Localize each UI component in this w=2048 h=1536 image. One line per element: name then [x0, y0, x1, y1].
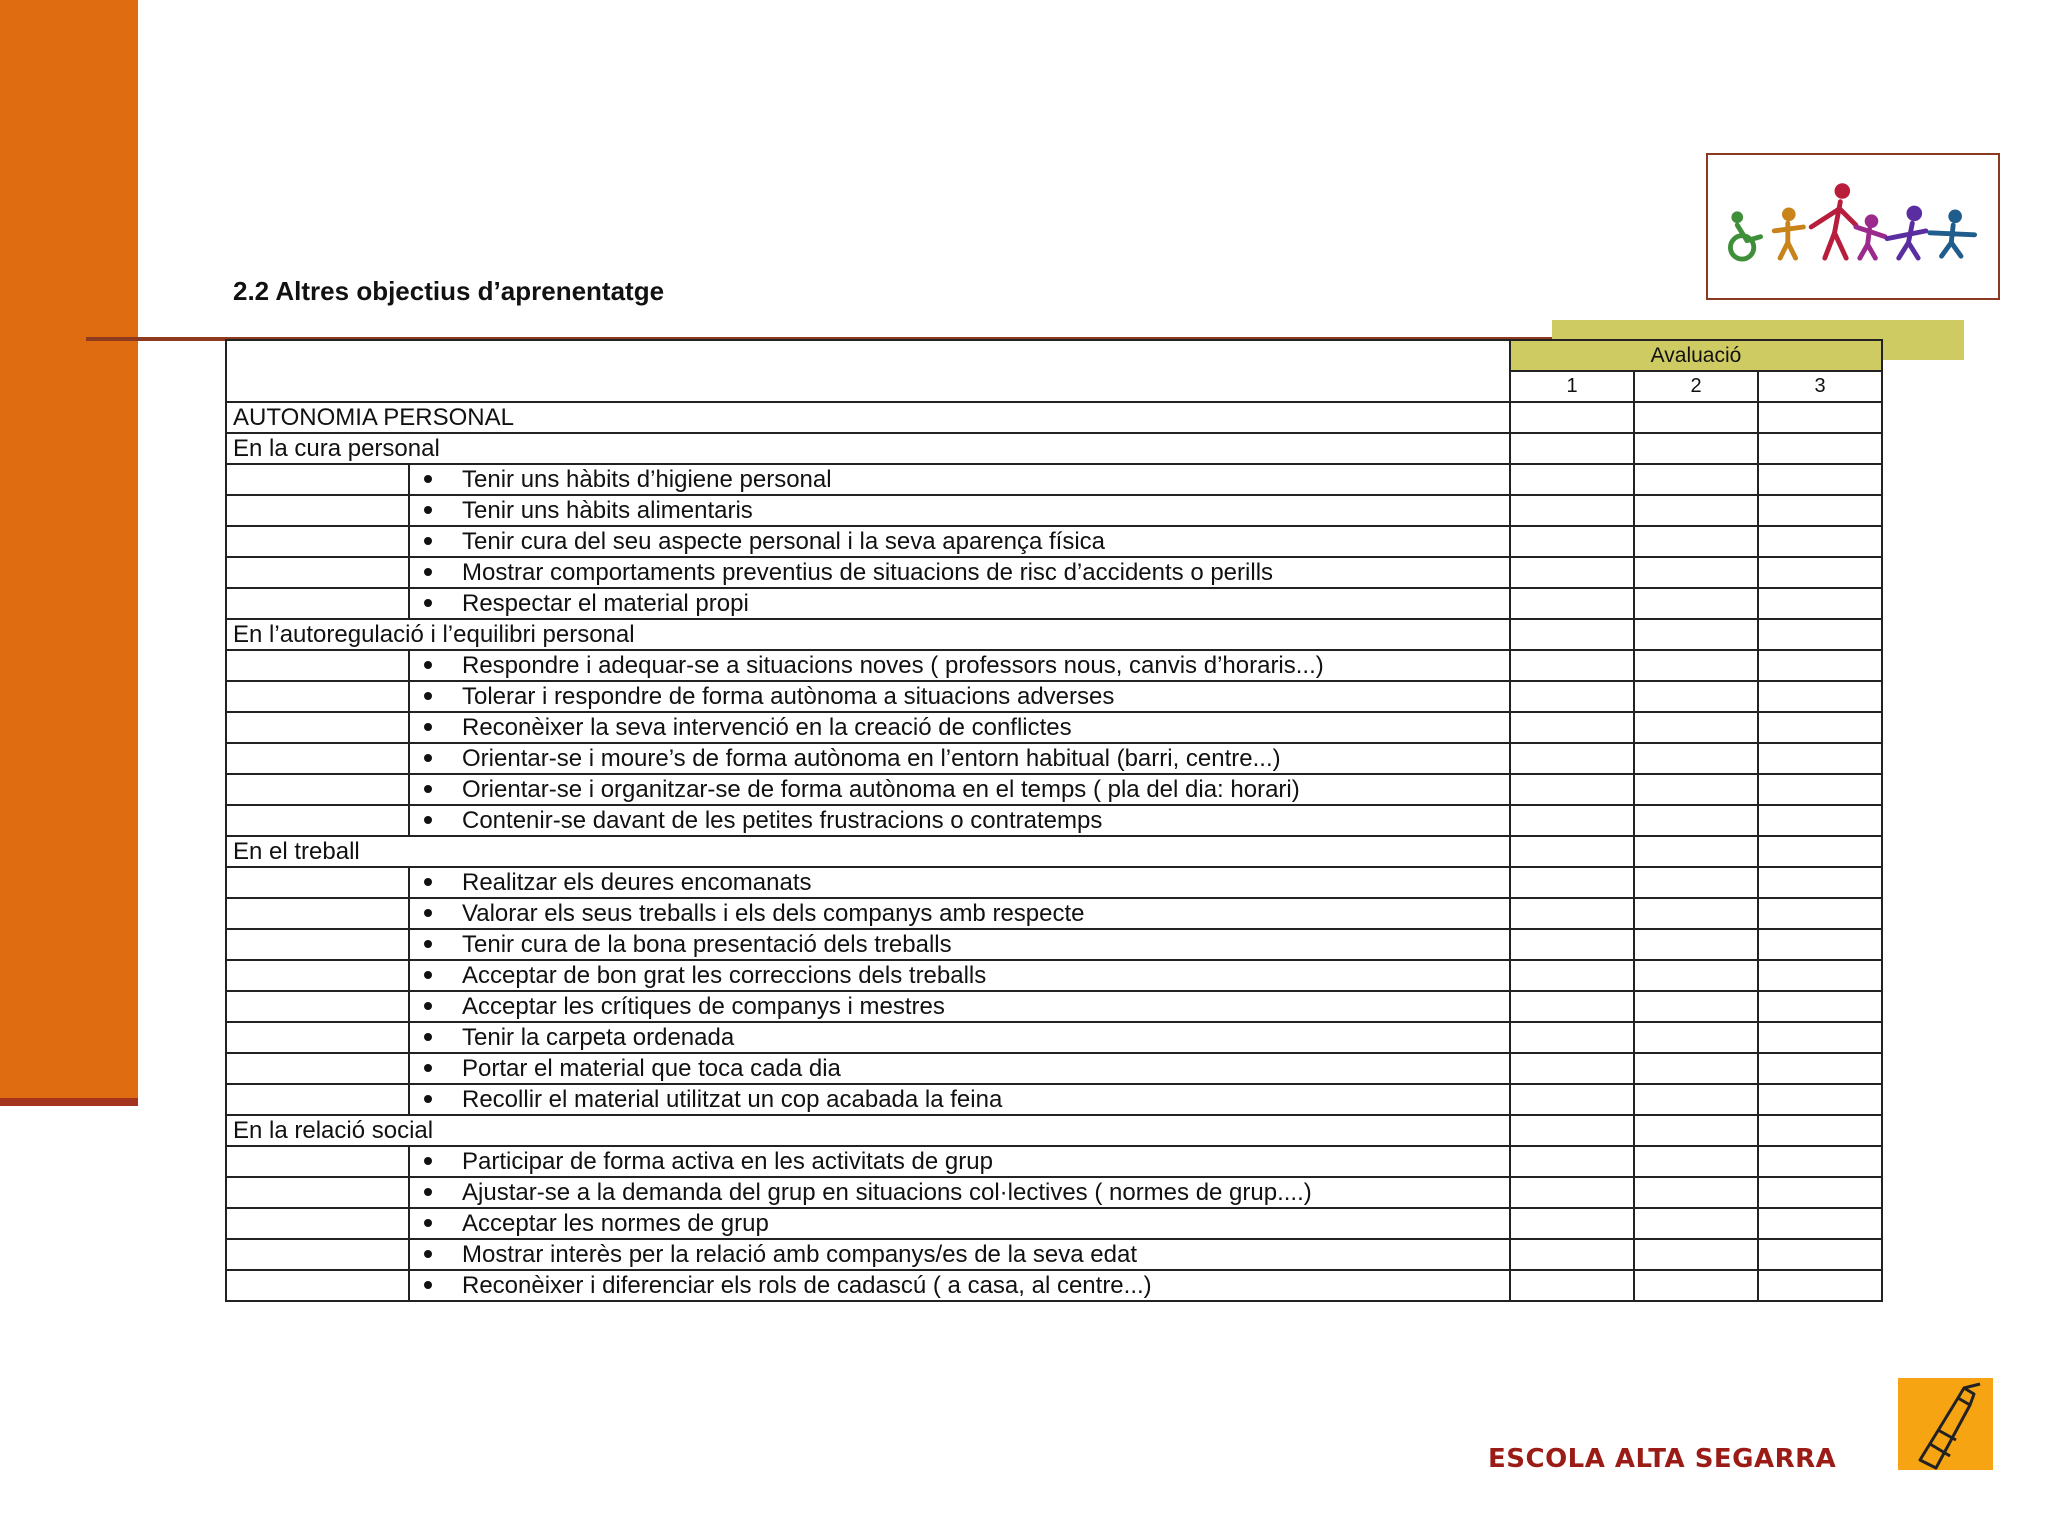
- indent-cell: [226, 1239, 409, 1270]
- objective-row: [226, 774, 1882, 805]
- section-row: [226, 402, 1882, 433]
- evaluation-cell-1: [1510, 898, 1634, 929]
- evaluation-cell-2: [1634, 929, 1758, 960]
- evaluation-cell-3: [1758, 991, 1882, 1022]
- evaluation-cell-3: [1758, 1239, 1882, 1270]
- bullet-icon: [424, 568, 432, 576]
- evaluation-cell-1: [1510, 526, 1634, 557]
- evaluation-cell-1: [1510, 1084, 1634, 1115]
- people-family-icon: [1706, 153, 2000, 300]
- objective-text: Orientar-se i organitzar-se de forma autònoma en el temps ( pla del dia: horari): [462, 776, 1300, 803]
- evaluation-cell-2: [1634, 1115, 1758, 1146]
- evaluation-cell-1: [1510, 1208, 1634, 1239]
- objective-row: [226, 743, 1882, 774]
- objective-text: Portar el material que toca cada dia: [462, 1055, 841, 1082]
- indent-cell: [226, 805, 409, 836]
- objective-text: Respectar el material propi: [462, 590, 749, 617]
- objective-cell: [409, 1022, 1510, 1053]
- objective-cell: [409, 1239, 1510, 1270]
- objective-row: [226, 588, 1882, 619]
- objective-row: [226, 929, 1882, 960]
- objective-text: Tenir cura del seu aspecte personal i la seva aparença física: [462, 528, 1106, 555]
- objective-row: [226, 1053, 1882, 1084]
- objective-text: Recollir el material utilitzat un cop acabada la feina: [462, 1086, 1003, 1113]
- indent-cell: [226, 712, 409, 743]
- section-row: [226, 433, 1882, 464]
- objective-cell: [409, 960, 1510, 991]
- evaluation-cell-1: [1510, 650, 1634, 681]
- objective-cell: [409, 1270, 1510, 1301]
- objective-row: [226, 898, 1882, 929]
- objective-text: Acceptar les normes de grup: [462, 1210, 769, 1237]
- evaluation-cell-1: [1510, 1053, 1634, 1084]
- objective-text: Participar de forma activa en les activitats de grup: [462, 1148, 993, 1175]
- indent-cell: [226, 557, 409, 588]
- evaluation-cell-2: [1634, 805, 1758, 836]
- indent-cell: [226, 929, 409, 960]
- evaluation-cell-1: [1510, 867, 1634, 898]
- objective-text: Mostrar comportaments preventius de situacions de risc d’accidents o perills: [462, 559, 1274, 586]
- evaluation-cell-1: [1510, 681, 1634, 712]
- evaluation-column-3: 3: [1758, 371, 1882, 402]
- objective-text: Acceptar de bon grat les correccions dels treballs: [462, 962, 987, 989]
- evaluation-cell-2: [1634, 588, 1758, 619]
- indent-cell: [226, 526, 409, 557]
- evaluation-cell-2: [1634, 991, 1758, 1022]
- objective-cell: [409, 712, 1510, 743]
- evaluation-cell-3: [1758, 960, 1882, 991]
- bullet-icon: [424, 723, 432, 731]
- evaluation-header: Avaluació: [1510, 340, 1882, 371]
- evaluation-cell-3: [1758, 402, 1882, 433]
- evaluation-cell-3: [1758, 805, 1882, 836]
- evaluation-cell-1: [1510, 1177, 1634, 1208]
- evaluation-cell-3: [1758, 1115, 1882, 1146]
- evaluation-cell-2: [1634, 836, 1758, 867]
- objective-row: [226, 1239, 1882, 1270]
- indent-cell: [226, 1084, 409, 1115]
- evaluation-cell-2: [1634, 464, 1758, 495]
- objective-cell: [409, 1208, 1510, 1239]
- indent-cell: [226, 743, 409, 774]
- bullet-icon: [424, 1219, 432, 1227]
- bullet-icon: [424, 661, 432, 669]
- evaluation-cell-2: [1634, 898, 1758, 929]
- bullet-icon: [424, 475, 432, 483]
- objective-row: [226, 526, 1882, 557]
- objective-cell: [409, 1177, 1510, 1208]
- objective-row: [226, 681, 1882, 712]
- indent-cell: [226, 1022, 409, 1053]
- objective-row: [226, 1208, 1882, 1239]
- indent-cell: [226, 991, 409, 1022]
- objective-text: Tenir la carpeta ordenada: [462, 1024, 735, 1051]
- objective-text: Reconèixer la seva intervenció en la creació de conflictes: [462, 714, 1072, 741]
- section-title: En la cura personal: [226, 433, 1510, 464]
- section-row: [226, 619, 1882, 650]
- evaluation-cell-1: [1510, 1022, 1634, 1053]
- bullet-icon: [424, 1064, 432, 1072]
- objective-row: [226, 495, 1882, 526]
- bullet-icon: [424, 878, 432, 886]
- objective-cell: [409, 1053, 1510, 1084]
- evaluation-cell-3: [1758, 619, 1882, 650]
- objective-cell: [409, 898, 1510, 929]
- evaluation-cell-2: [1634, 681, 1758, 712]
- indent-cell: [226, 898, 409, 929]
- evaluation-cell-1: [1510, 1146, 1634, 1177]
- evaluation-cell-3: [1758, 1053, 1882, 1084]
- bullet-icon: [424, 1157, 432, 1165]
- evaluation-cell-3: [1758, 1084, 1882, 1115]
- bullet-icon: [424, 1188, 432, 1196]
- objective-cell: [409, 991, 1510, 1022]
- evaluation-cell-3: [1758, 681, 1882, 712]
- indent-cell: [226, 464, 409, 495]
- evaluation-cell-2: [1634, 526, 1758, 557]
- bullet-icon: [424, 599, 432, 607]
- evaluation-cell-1: [1510, 991, 1634, 1022]
- evaluation-cell-1: [1510, 619, 1634, 650]
- evaluation-cell-1: [1510, 1239, 1634, 1270]
- objective-cell: [409, 557, 1510, 588]
- bullet-icon: [424, 1002, 432, 1010]
- objective-cell: [409, 588, 1510, 619]
- section-title: En el treball: [226, 836, 1510, 867]
- bullet-icon: [424, 971, 432, 979]
- objective-text: Tenir uns hàbits d’higiene personal: [462, 466, 832, 493]
- evaluation-cell-2: [1634, 433, 1758, 464]
- evaluation-cell-2: [1634, 960, 1758, 991]
- objective-row: [226, 805, 1882, 836]
- evaluation-cell-3: [1758, 836, 1882, 867]
- objective-cell: [409, 929, 1510, 960]
- indent-cell: [226, 1270, 409, 1301]
- bullet-icon: [424, 506, 432, 514]
- objective-cell: [409, 774, 1510, 805]
- evaluation-cell-2: [1634, 402, 1758, 433]
- objective-row: [226, 557, 1882, 588]
- indent-cell: [226, 495, 409, 526]
- indent-cell: [226, 650, 409, 681]
- evaluation-cell-3: [1758, 774, 1882, 805]
- section-title: En l’autoregulació i l’equilibri personal: [226, 619, 1510, 650]
- evaluation-cell-1: [1510, 557, 1634, 588]
- evaluation-cell-2: [1634, 1177, 1758, 1208]
- objective-cell: [409, 805, 1510, 836]
- objective-cell: [409, 867, 1510, 898]
- evaluation-cell-2: [1634, 1022, 1758, 1053]
- evaluation-cell-3: [1758, 1270, 1882, 1301]
- evaluation-cell-2: [1634, 1084, 1758, 1115]
- section-row: [226, 836, 1882, 867]
- objective-row: [226, 1084, 1882, 1115]
- indent-cell: [226, 774, 409, 805]
- indent-cell: [226, 588, 409, 619]
- objective-cell: [409, 495, 1510, 526]
- evaluation-cell-1: [1510, 743, 1634, 774]
- objective-cell: [409, 1146, 1510, 1177]
- evaluation-cell-1: [1510, 495, 1634, 526]
- objective-text: Reconèixer i diferenciar els rols de cadascú ( a casa, al centre...): [462, 1272, 1152, 1299]
- bullet-icon: [424, 909, 432, 917]
- objectives-table: [225, 339, 1883, 1302]
- page-title: 2.2 Altres objectius d’aprenentatge: [233, 276, 665, 306]
- bullet-icon: [424, 785, 432, 793]
- objective-text: Realitzar els deures encomanats: [462, 869, 812, 896]
- left-accent-bar-shadow: [0, 1098, 138, 1106]
- evaluation-cell-2: [1634, 1053, 1758, 1084]
- left-accent-bar: [0, 0, 138, 1098]
- evaluation-cell-1: [1510, 433, 1634, 464]
- evaluation-cell-2: [1634, 712, 1758, 743]
- objective-cell: [409, 650, 1510, 681]
- evaluation-cell-2: [1634, 774, 1758, 805]
- indent-cell: [226, 867, 409, 898]
- objective-text: Tolerar i respondre de forma autònoma a situacions adverses: [462, 683, 1115, 710]
- indent-cell: [226, 1053, 409, 1084]
- evaluation-cell-3: [1758, 495, 1882, 526]
- objective-row: [226, 712, 1882, 743]
- evaluation-column-1: 1: [1510, 371, 1634, 402]
- objective-text: Mostrar interès per la relació amb companys/es de la seva edat: [462, 1241, 1137, 1268]
- objective-text: Respondre i adequar-se a situacions noves ( professors nous, canvis d’horaris...): [462, 652, 1324, 679]
- evaluation-cell-3: [1758, 898, 1882, 929]
- evaluation-cell-3: [1758, 743, 1882, 774]
- evaluation-cell-3: [1758, 929, 1882, 960]
- evaluation-cell-2: [1634, 1270, 1758, 1301]
- evaluation-cell-2: [1634, 619, 1758, 650]
- objective-row: [226, 1270, 1882, 1301]
- bullet-icon: [424, 816, 432, 824]
- section-row: [226, 1115, 1882, 1146]
- evaluation-cell-3: [1758, 1177, 1882, 1208]
- bullet-icon: [424, 537, 432, 545]
- evaluation-cell-1: [1510, 1270, 1634, 1301]
- objective-cell: [409, 681, 1510, 712]
- objective-text: Tenir cura de la bona presentació dels treballs: [462, 931, 952, 958]
- objective-row: [226, 960, 1882, 991]
- bottle-icon: [1898, 1378, 1993, 1470]
- objective-row: [226, 1146, 1882, 1177]
- school-name: ESCOLA ALTA SEGARRA: [1488, 1444, 1837, 1474]
- objective-row: [226, 991, 1882, 1022]
- objective-cell: [409, 1084, 1510, 1115]
- objective-text: Tenir uns hàbits alimentaris: [462, 497, 753, 524]
- bullet-icon: [424, 1033, 432, 1041]
- bullet-icon: [424, 940, 432, 948]
- evaluation-cell-2: [1634, 743, 1758, 774]
- evaluation-cell-2: [1634, 557, 1758, 588]
- evaluation-cell-1: [1510, 712, 1634, 743]
- evaluation-cell-1: [1510, 402, 1634, 433]
- objective-row: [226, 650, 1882, 681]
- evaluation-cell-3: [1758, 1208, 1882, 1239]
- objective-cell: [409, 464, 1510, 495]
- objective-text: Orientar-se i moure’s de forma autònoma en l’entorn habitual (barri, centre...): [462, 745, 1281, 772]
- indent-cell: [226, 681, 409, 712]
- bullet-icon: [424, 1250, 432, 1258]
- bullet-icon: [424, 754, 432, 762]
- objective-row: [226, 1022, 1882, 1053]
- evaluation-cell-2: [1634, 650, 1758, 681]
- indent-cell: [226, 960, 409, 991]
- section-title: AUTONOMIA PERSONAL: [226, 402, 1510, 433]
- objective-text: Contenir-se davant de les petites frustracions o contratemps: [462, 807, 1103, 834]
- objective-cell: [409, 526, 1510, 557]
- evaluation-cell-2: [1634, 867, 1758, 898]
- objective-text: Ajustar-se a la demanda del grup en situacions col·lectives ( normes de grup....): [462, 1179, 1312, 1206]
- objective-text: Valorar els seus treballs i els dels companys amb respecte: [462, 900, 1085, 927]
- section-title: En la relació social: [226, 1115, 1510, 1146]
- evaluation-cell-1: [1510, 960, 1634, 991]
- indent-cell: [226, 1177, 409, 1208]
- table-header-row: [226, 340, 1882, 371]
- evaluation-cell-3: [1758, 464, 1882, 495]
- objective-row: [226, 464, 1882, 495]
- objective-cell: [409, 743, 1510, 774]
- objective-text: Acceptar les crítiques de companys i mestres: [462, 993, 945, 1020]
- evaluation-cell-2: [1634, 495, 1758, 526]
- evaluation-cell-3: [1758, 867, 1882, 898]
- objective-row: [226, 1177, 1882, 1208]
- evaluation-cell-3: [1758, 557, 1882, 588]
- evaluation-cell-1: [1510, 929, 1634, 960]
- evaluation-cell-1: [1510, 588, 1634, 619]
- evaluation-cell-1: [1510, 836, 1634, 867]
- evaluation-cell-1: [1510, 1115, 1634, 1146]
- evaluation-cell-2: [1634, 1239, 1758, 1270]
- evaluation-cell-1: [1510, 464, 1634, 495]
- evaluation-cell-3: [1758, 712, 1882, 743]
- evaluation-cell-3: [1758, 1146, 1882, 1177]
- evaluation-cell-3: [1758, 433, 1882, 464]
- evaluation-cell-3: [1758, 588, 1882, 619]
- objective-row: [226, 867, 1882, 898]
- evaluation-column-2: 2: [1634, 371, 1758, 402]
- bullet-icon: [424, 1281, 432, 1289]
- evaluation-cell-3: [1758, 526, 1882, 557]
- evaluation-cell-1: [1510, 805, 1634, 836]
- evaluation-cell-2: [1634, 1146, 1758, 1177]
- evaluation-cell-3: [1758, 1022, 1882, 1053]
- bullet-icon: [424, 692, 432, 700]
- bullet-icon: [424, 1095, 432, 1103]
- evaluation-cell-3: [1758, 650, 1882, 681]
- header-blank-cell: [226, 340, 1510, 402]
- evaluation-cell-2: [1634, 1208, 1758, 1239]
- indent-cell: [226, 1146, 409, 1177]
- evaluation-cell-1: [1510, 774, 1634, 805]
- indent-cell: [226, 1208, 409, 1239]
